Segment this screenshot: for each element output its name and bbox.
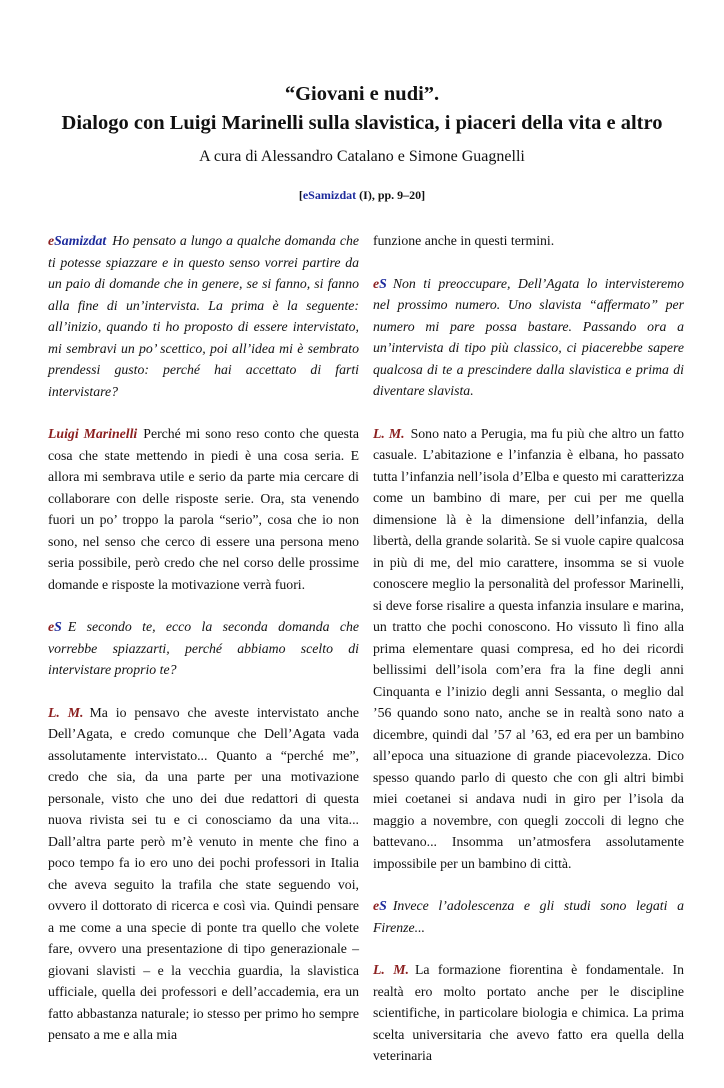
interview-paragraph	[373, 423, 684, 875]
speaker-label: Luigi Marinelli	[48, 426, 138, 441]
paragraph-text: Ho pensato a lungo a qualche domanda che ti potesse spiazzare e in questo senso vorrei partire da un paio di domande che in genere, se si fanno, si fanno alla fine di un’intervista. La prima è la seguente: all’inizio, quando ti ho proposto di essere intervistato, mi sembravi un po’ scettico, poi all’idea mi è sembrato prendessi gusto: perché hai accettato di farti intervistare?	[48, 233, 359, 399]
speaker-label: L. M.	[373, 425, 405, 441]
speaker-label: eS	[373, 898, 387, 913]
speaker-label: L. M.	[373, 962, 409, 977]
speaker-label: eS	[373, 275, 387, 291]
citation-rest: (I), pp. 9–20]	[356, 188, 426, 202]
citation-magazine: eSamizdat	[302, 188, 357, 202]
speaker-label: eSamizdat	[48, 233, 107, 248]
citation-open: [	[298, 188, 303, 202]
interview-paragraph	[373, 230, 684, 252]
article-title	[40, 80, 684, 138]
speaker-label: L. M.	[48, 704, 84, 720]
interview-paragraph	[373, 273, 684, 402]
title-line-2: Dialogo con Luigi Marinelli sulla slavistica, i piaceri della vita e altro	[61, 112, 663, 134]
paragraph-text: funzione anche in questi termini.	[373, 233, 555, 248]
right-column	[373, 230, 684, 1088]
paragraph-text: Sono nato a Perugia, ma fu più che altro un fatto casuale. L’abitazione e l’infanzia è elbana, ho passato tutta l’infanzia nell’isola d’Elba e questo mi caratterizza come un bambino di mare, per cui per me quella dimensione là è la dimensione dell’infanzia, della libertà, della grande solarità. Se si vuole capire qualcosa in più di me, del mio carattere, insomma se si vuole conoscere meglio la personalità del professor Marinelli, si deve forse risalire a questa infanzia insulare e marina, un tratto che pochi conoscono. Ho vissuto lì fino alla prima elementare quasi compresa, ed ho dei ricordi bellissimi dell’isola com’era fra la fine degli anni Cinquanta e l’inizio degli anni Sessanta, o meglio dal ’56 quando sono nato, anche se in realtà sono nato a dicembre, quindi dal ’57 al ’63, ed era per un bambino all’epoca una situazione di grande piacevolezza. Dico spesso quando parlo di questo che con gli altri bimbi miei coetanei si andava nudi in giro per l’isola da maggio a novembre, con quegli zoccoli di legno che battevano... Insomma un’atmosfera assolutamente impossibile per un bambino di città.	[373, 425, 684, 871]
speaker-label: eS	[48, 619, 62, 634]
paragraph-text: La formazione fiorentina è fondamentale. In realtà ero molto portato anche per le discipline scientifiche, in particolare biologia e chimica. La prima scelta universitaria che avevo fatto era quella della veterinaria	[373, 962, 684, 1063]
citation	[40, 188, 684, 203]
left-column	[48, 230, 359, 1067]
interview-paragraph	[48, 230, 359, 402]
article-subtitle: A cura di Alessandro Catalano e Simone Guagnelli	[199, 148, 525, 165]
interview-paragraph	[48, 616, 359, 681]
interview-paragraph	[48, 423, 359, 595]
paragraph-text: Invece l’adolescenza e gli studi sono legati a Firenze...	[373, 898, 684, 935]
paragraph-text: Perché mi sono reso conto che questa cosa che state mettendo in piedi è una cosa seria. E allora mi sembrava utile e serio da parte mia cercare di collaborare con delle risposte serie. Ora, sta venendo fuori un po’ troppo la parola “serio”, cosa che io non sono, nel senso che cerco di essere una persona meno seria possibile, però credo che nel corso delle prossime domande e risposte la motivazione verrà fuori.	[48, 426, 359, 592]
interview-paragraph	[373, 959, 684, 1067]
paragraph-text: Non ti preoccupare, Dell’Agata lo intervisteremo nel prossimo numero. Uno slavista “affermato” per numero mi pare possa bastare. Passando ora a un’intervista di tipo più classico, ci piacerebbe sapere qualcosa di te a prescindere dalla slavistica e prima di diventare slavista.	[373, 275, 684, 398]
paragraph-text: Ma io pensavo che aveste intervistato anche Dell’Agata, e credo comunque che Dell’Agata vada assolutamente intervistato... Quanto a “perché me”, credo che sia, da una parte per una motivazione personale, visto che uno dei due redattori di questa nuova rivista sei tu e ci conosciamo da una vita... Dall’altra parte però m’è venuto in mente che fino a poco tempo fa io ero uno dei pochi professori in Italia che aveva seguito la trafila che state seguendo voi, ovvero il dottorato di ricerca e così via. Quindi pensare a me come a una specie di ponte tra quello che volete fare, ovvero una presentazione di tipo generazionale – giovani slavisti – e la vecchia guardia, la slavistica ufficiale, quella dei professori e dell’accademia, era un fatto abbastanza naturale; io stesso per primo ho sempre pensato a me e alla mia	[48, 704, 359, 1042]
interview-paragraph	[373, 895, 684, 938]
title-line-1: “Giovani e nudi”.	[284, 83, 440, 105]
paragraph-text: E secondo te, ecco la seconda domanda che vorrebbe spiazzarti, perché abbiamo scelto di intervistare proprio te?	[48, 619, 359, 677]
interview-paragraph	[48, 702, 359, 1046]
